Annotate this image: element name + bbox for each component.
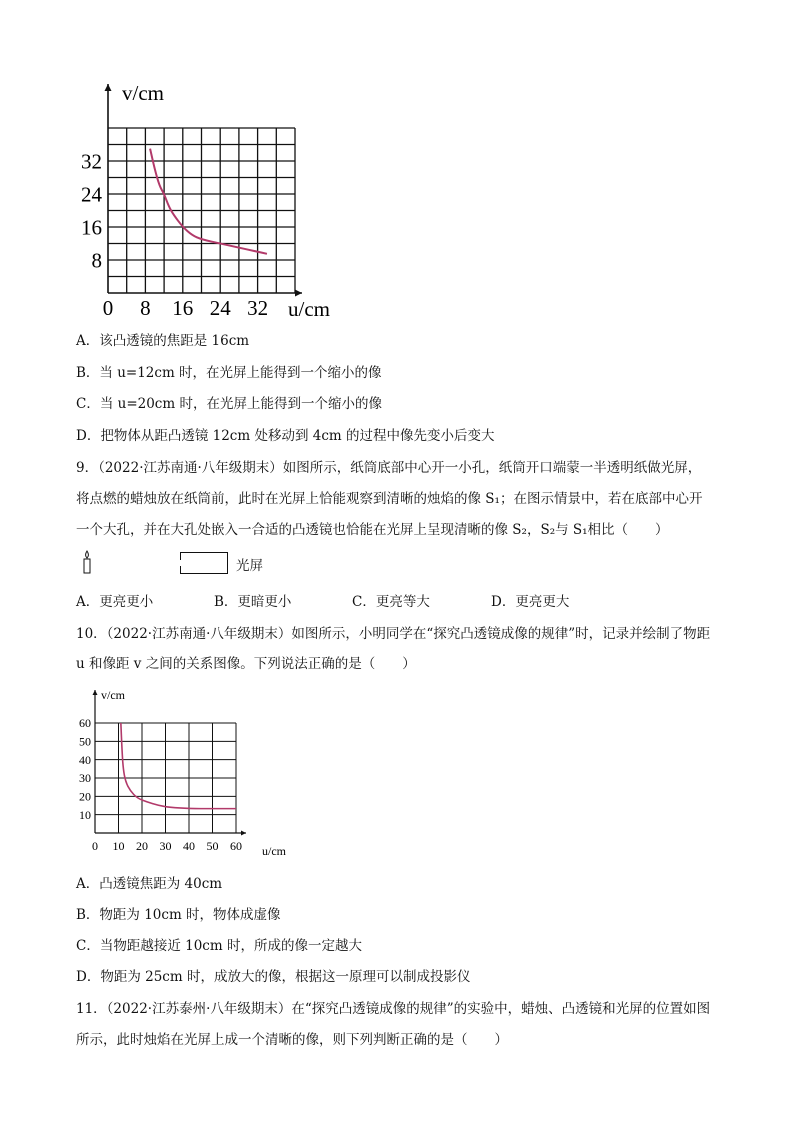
graph-q8: [70, 80, 360, 325]
y-tick-label: 40: [79, 752, 91, 767]
graph-q10-x-axis-label: u/cm: [262, 844, 286, 858]
y-tick-label: 32: [81, 149, 102, 174]
q8-option-d: D．把物体从距凸透镜 12cm 处移动到 4cm 的过程中像先变小后变大: [76, 428, 495, 444]
x-tick-label: 60: [230, 839, 242, 853]
graph-q8-curve: [150, 149, 267, 254]
y-tick-label: 10: [79, 807, 91, 822]
y-tick-label: 20: [79, 789, 91, 804]
graph-q10-y-axis-label: v/cm: [101, 688, 125, 702]
graph-q8-axes: [105, 84, 303, 297]
screen-label: 光屏: [236, 558, 263, 574]
y-tick-label: 8: [91, 248, 102, 273]
x-tick-label: 20: [136, 839, 148, 853]
y-axis-arrow: [93, 690, 98, 695]
x-tick-label: 8: [140, 296, 151, 320]
y-tick-label: 50: [79, 734, 91, 749]
x-tick-label: 30: [159, 839, 172, 853]
y-tick-label: 16: [81, 215, 102, 240]
q10-option-a: A．凸透镜焦距为 40cm: [76, 876, 223, 892]
graph-q10-curve: [121, 723, 236, 809]
q10-option-d: D．物距为 25cm 时，成放大的像，根据这一原理可以制成投影仪: [76, 969, 471, 985]
q10-stem-line-1: 10．（2022·江苏南通·八年级期末）如图所示，小明同学在“探究凸透镜成像的规律”时，记录并绘制了物距: [76, 626, 711, 642]
graph-q10-grid: [95, 723, 236, 833]
graph-q8-tick-labels: [81, 149, 268, 320]
q9-option-d: D．更亮更大: [491, 594, 570, 610]
q10-option-b: B．物距为 10cm 时，物体成虚像: [76, 907, 281, 923]
x-tick-label: 50: [206, 839, 219, 853]
graph-q8-grid: [108, 128, 295, 293]
q8-option-b: B．当 u=12cm 时，在光屏上能得到一个缩小的像: [76, 365, 382, 381]
q10-stem-line-2: u 和像距 v 之间的关系图像。下列说法正确的是（ ）: [76, 656, 416, 672]
x-axis-arrow: [295, 290, 302, 297]
paper-tube-diagram: [180, 552, 228, 574]
q9-option-a: A．更亮更小: [76, 594, 154, 610]
q11-stem-line-2: 所示，此时烛焰在光屏上成一个清晰的像，则下列判断正确的是（ ）: [76, 1032, 508, 1048]
x-tick-label: 24: [209, 296, 231, 320]
y-tick-label: 30: [79, 771, 91, 786]
y-tick-label: 24: [81, 182, 102, 207]
x-tick-label: 32: [247, 296, 269, 320]
graph-q8-y-axis-label: v/cm: [122, 81, 164, 105]
x-tick-label: 16: [172, 296, 194, 320]
graph-q8-x-axis-label: u/cm: [288, 297, 330, 321]
y-tick-label: 60: [79, 716, 91, 731]
q8-option-c: C．当 u=20cm 时，在光屏上能得到一个缩小的像: [76, 396, 382, 412]
candle-icon: [82, 550, 92, 574]
q9-stem-line-3: 一个大孔，并在大孔处嵌入一合适的凸透镜也恰能在光屏上呈现清晰的像 S₂，S₂与 S₁相比（ ）: [76, 522, 669, 538]
q8-option-a: A．该凸透镜的焦距是 16cm: [76, 333, 250, 349]
q9-option-c: C．更亮等大: [352, 594, 430, 610]
x-axis-arrow: [241, 831, 246, 836]
y-axis-arrow: [105, 84, 112, 91]
q9-stem-line-2: 将点燃的蜡烛放在纸筒前，此时在光屏上恰能观察到清晰的烛焰的像 S₁；在图示情景中，若在底部中心开: [76, 491, 703, 507]
graph-q10-axes: [93, 690, 247, 836]
q9-stem-line-1: 9．（2022·江苏南通·八年级期末）如图所示，纸筒底部中心开一小孔，纸筒开口端蒙一半透明纸做光屏，: [76, 460, 702, 476]
x-tick-label: 0: [102, 296, 114, 320]
x-tick-label: 0: [92, 839, 98, 853]
q11-stem-line-1: 11．（2022·江苏泰州·八年级期末）在“探究凸透镜成像的规律”的实验中，蜡烛、凸透镜和光屏的位置如图: [76, 1001, 711, 1017]
x-tick-label: 10: [112, 839, 125, 853]
q10-option-c: C．当物距越接近 10cm 时，所成的像一定越大: [76, 938, 362, 954]
q9-option-b: B．更暗更小: [214, 594, 292, 610]
x-tick-label: 40: [183, 839, 195, 853]
graph-q10: [70, 680, 300, 865]
